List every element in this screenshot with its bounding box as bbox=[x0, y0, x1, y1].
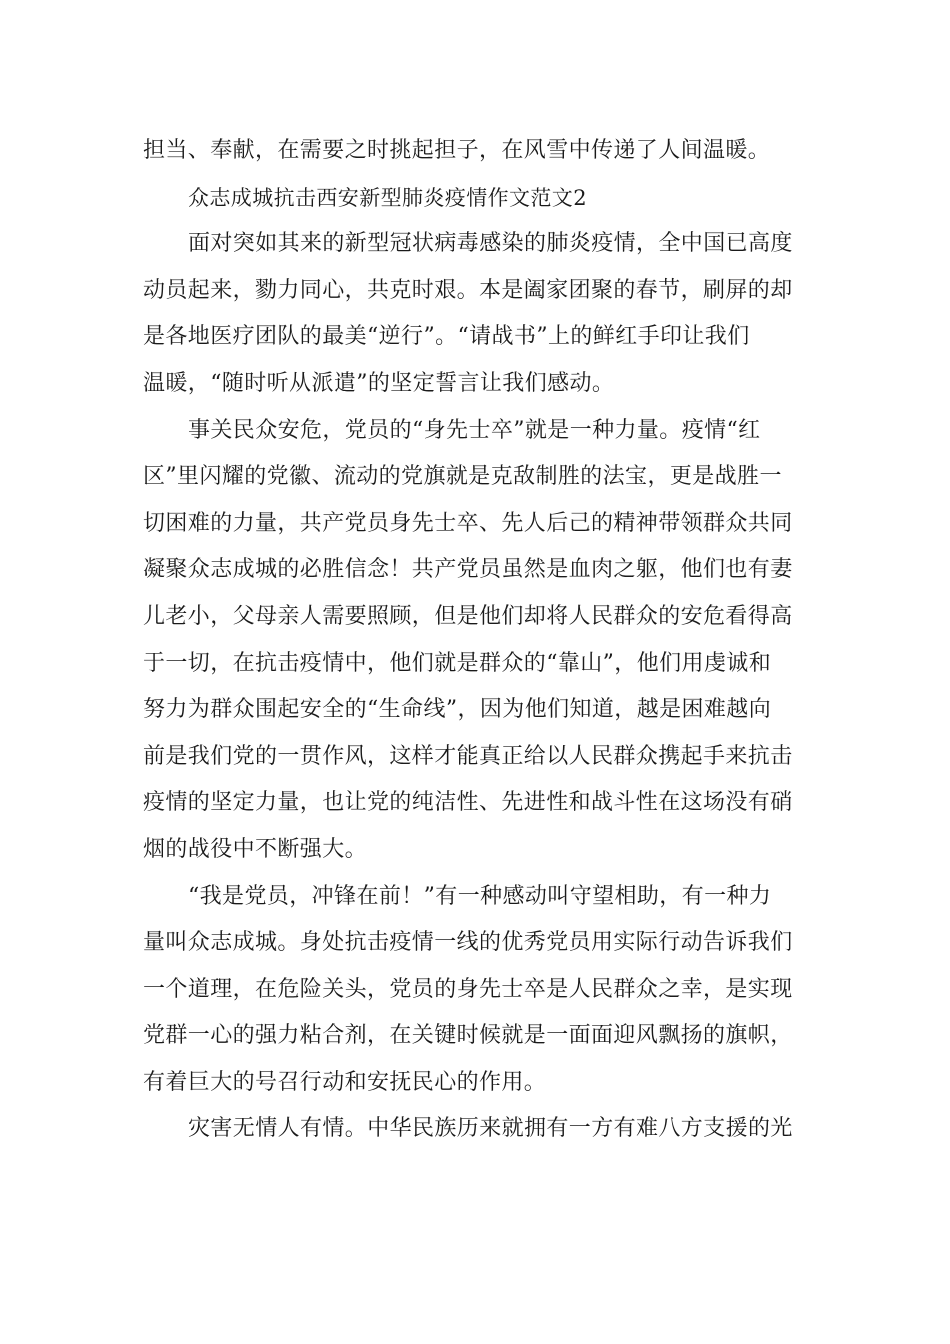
paragraph-2 bbox=[143, 408, 808, 874]
paragraph-line: 一个道理，在危险关头，党员的身先士卒是人民群众之幸，是实现 bbox=[143, 976, 793, 1002]
paragraph-line: 区”里闪耀的党徽、流动的党旗就是克敌制胜的法宝，更是战胜一 bbox=[143, 464, 782, 490]
paragraph-line: 是各地医疗团队的最美“逆行”。“请战书”上的鲜红手印让我们 bbox=[143, 324, 750, 350]
paragraph-line: 努力为群众围起安全的“生命线”，因为他们知道，越是困难越向 bbox=[143, 697, 772, 723]
paragraph-3 bbox=[143, 874, 808, 1107]
paragraph-line: “我是党员，冲锋在前！”有一种感动叫守望相助，有一种力 bbox=[188, 883, 772, 909]
paragraph-line: 疫情的坚定力量，也让党的纯洁性、先进性和战斗性在这场没有硝 bbox=[143, 790, 793, 816]
paragraph-line: 前是我们党的一贯作风，这样才能真正给以人民群众携起手来抗击 bbox=[143, 743, 793, 769]
essay-title: 众志成城抗击西安新型肺炎疫情作文范文2 bbox=[188, 185, 587, 210]
paragraph-line: 灾害无情人有情。中华民族历来就拥有一方有难八方支援的光 bbox=[188, 1116, 793, 1142]
document-body bbox=[143, 128, 808, 1153]
paragraph-line: 动员起来，勠力同心，共克时艰。本是阖家团聚的春节，刷屏的却 bbox=[143, 277, 793, 303]
paragraph-line: 面对突如其来的新型冠状病毒感染的肺炎疫情，全中国已高度 bbox=[188, 231, 793, 257]
paragraph-line: 党群一心的强力粘合剂，在关键时候就是一面面迎风飘扬的旗帜， bbox=[143, 1023, 793, 1049]
paragraph-line: 于一切，在抗击疫情中，他们就是群众的“靠山”，他们用虔诚和 bbox=[143, 650, 772, 676]
paragraph-4 bbox=[143, 1106, 808, 1153]
paragraph-line: 儿老小，父母亲人需要照顾，但是他们却将人民群众的安危看得高 bbox=[143, 603, 793, 629]
paragraph-line: 切困难的力量，共产党员身先士卒、先人后己的精神带领群众共同 bbox=[143, 510, 793, 536]
paragraph-line: 事关民众安危，党员的“身先士卒”就是一种力量。疫情“红 bbox=[188, 417, 761, 443]
intro-line: 担当、奉献，在需要之时挑起担子，在风雪中传递了人间温暖。 bbox=[143, 138, 771, 163]
paragraph-line: 烟的战役中不断强大。 bbox=[143, 836, 368, 862]
paragraph-1 bbox=[143, 221, 808, 407]
paragraph-line: 温暖，“随时听从派遣”的坚定誓言让我们感动。 bbox=[143, 370, 615, 396]
paragraph-line: 有着巨大的号召行动和安抚民心的作用。 bbox=[143, 1069, 547, 1095]
paragraph-line: 凝聚众志成城的必胜信念！共产党员虽然是血肉之躯，他们也有妻 bbox=[143, 557, 793, 583]
paragraph-line: 量叫众志成城。身处抗击疫情一线的优秀党员用实际行动告诉我们 bbox=[143, 930, 793, 956]
